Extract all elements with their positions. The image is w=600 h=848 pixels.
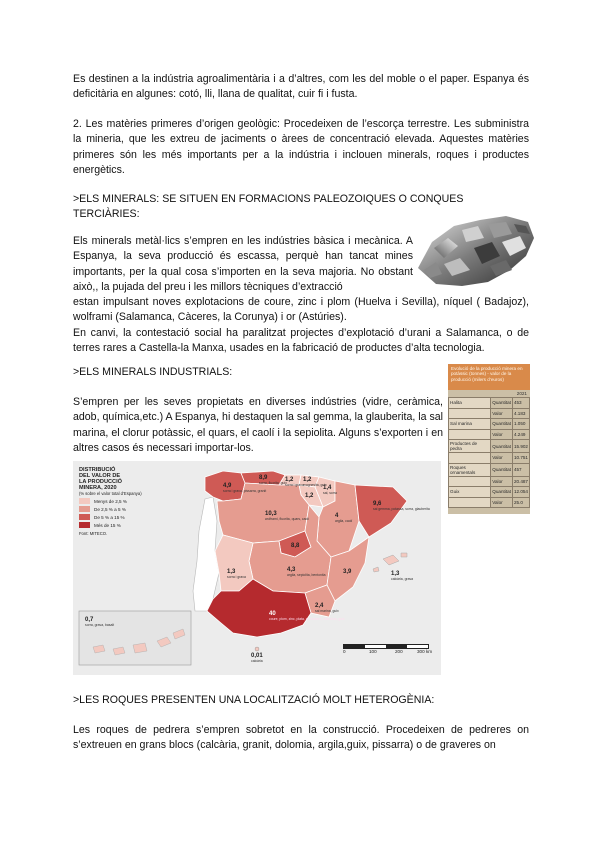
map-region-value: 4,3 <box>287 567 296 573</box>
production-table-cell <box>449 429 491 440</box>
map-title <box>79 467 169 491</box>
legend-swatch <box>79 522 90 528</box>
legend-item <box>79 506 169 512</box>
production-table-cell: Quantitat <box>491 398 513 409</box>
production-table-cell: 1.050 <box>512 419 529 430</box>
legend-swatch <box>79 506 90 512</box>
legend-swatch <box>79 498 90 504</box>
production-table-cell: 12.054 <box>512 487 529 498</box>
paragraph-agroalimentaria: Es destinen a la indústria agroalimentària i a d’altres, com les del moble o el paper. Espanya és deficitària en algunes: cotó, lli, llana de qualitat, cuir fi i fusta. <box>73 73 529 101</box>
production-table-cell <box>449 408 491 419</box>
map-scale-label: 0 <box>343 649 346 654</box>
map-region-note: wolframi, fluorita, quars, caolí <box>265 517 310 521</box>
map-title-line: DEL VALOR DE <box>79 473 121 479</box>
production-table-cell: 15.902 <box>512 440 529 453</box>
production-table-cell: Valor <box>491 453 513 464</box>
production-table-row <box>449 440 530 453</box>
map-region-value: 8,8 <box>291 543 300 549</box>
production-table-row <box>449 429 530 440</box>
production-table-row <box>449 487 530 498</box>
map-region-note: sal gemma, potassa, sorra, glauberita <box>373 507 430 511</box>
legend-item <box>79 514 169 520</box>
map-scale-label: 100 <box>369 649 377 654</box>
legend-label: Menys de 2,5 % <box>94 498 127 504</box>
production-table-cell: Valor <box>491 497 513 508</box>
production-table-cell: Roques ornamentals <box>449 463 491 476</box>
production-table-title: Evolució de la producció minera en potàssic (tonnes) - valor de la producció (milers d’euros) <box>448 364 530 390</box>
region-extremadura <box>215 535 253 591</box>
map-region-value: 0,7 <box>85 617 94 623</box>
paragraph-contestacio-social: En canvi, la contestació social ha paralitzat projectes d’explotació d’urani a Salamanca, o de terres rares a Castella-la Manxa, usades en la fabricació de productes d’alta tecnologia. <box>73 327 529 355</box>
map-region-note: sal marina, guix <box>315 609 339 613</box>
map-region-value: 1,2 <box>305 493 314 499</box>
production-table-cell: 10.751 <box>512 453 529 464</box>
production-table-cell: 457 <box>512 463 529 476</box>
paragraph-origen-geologic: 2. Les matèries primeres d’origen geològic: Procedeixen de l’escorça terrestre. Les subministra la mineria, que les extreu de jaciments o àrees de concentració elevada. Aquestes matèries primeres són les més importants per a la indústria i inclouen minerals, roques i productes energètics. <box>73 118 529 177</box>
map-region-note: sorra, grava, basalt <box>85 623 115 627</box>
map-region-value: 9,6 <box>373 501 382 507</box>
production-table-cell: Sal marina <box>449 419 491 430</box>
production-table-cell: 20.487 <box>512 476 529 487</box>
production-table-row <box>449 398 530 409</box>
production-table-cell: Quantitat <box>491 487 513 498</box>
map-title-line: MINERA, 2020 <box>79 485 117 491</box>
production-table-cell: Quantitat <box>491 463 513 476</box>
heading-minerals: >ELS MINERALS: SE SITUEN EN FORMACIONS PALEOZOIQUES O CONQUES TERCIÀRIES: <box>73 193 464 221</box>
map-region-value: 1,2 <box>303 477 312 483</box>
map-scale-label: 300 km <box>417 649 433 654</box>
map-region-note: sorra i grava <box>227 575 246 579</box>
map-region-value: 2,4 <box>315 603 324 609</box>
map-source: Font: MITECO. <box>79 531 108 536</box>
map-region-value: 1,2 <box>285 477 294 483</box>
region-balears-menorca <box>401 553 407 557</box>
production-table-cell: Guix <box>449 487 491 498</box>
map-region-note: sal, sorra <box>323 491 337 495</box>
map-region-value: 1,4 <box>323 485 332 491</box>
map-region-value: 4,9 <box>223 483 232 489</box>
map-region-value: 4 <box>335 513 339 519</box>
map-region-value: 1,3 <box>391 571 400 577</box>
map-region-note: calcària, grava <box>391 577 414 581</box>
canaries-island <box>133 643 147 653</box>
map-region-note: sorra, fluorita, guix <box>259 481 287 485</box>
production-table-row <box>449 408 530 419</box>
production-table-year: 2021 <box>516 391 527 396</box>
spain-mining-map <box>73 461 441 675</box>
map-subtitle: (% sobre el valor total d’Espanya) <box>79 491 142 496</box>
production-table <box>448 397 530 508</box>
production-table-cell: Valor <box>491 429 513 440</box>
heading-roques: >LES ROQUES PRESENTEN UNA LOCALITZACIÓ MOLT HETEROGÈNIA: <box>73 694 435 706</box>
production-table-cell: Halita <box>449 398 491 409</box>
map-region-note: sorra i grava <box>285 483 304 487</box>
map-scale-label: 200 <box>395 649 403 654</box>
paragraph-noves-explotacions: estan impulsant noves explotacions de coure, zinc i plom (Huelva i Sevilla), níquel ( Badajoz), wolframi (Salamanca, Càceres, la Corunya) i or (Astúries). <box>73 296 529 324</box>
production-table-cell: 453 <box>512 398 529 409</box>
production-table-cell <box>449 476 491 487</box>
map-region-note: argila, caolí <box>335 519 353 523</box>
production-table-row <box>449 453 530 464</box>
map-title-line: DISTRIBUCIÓ <box>79 467 116 473</box>
production-table-cell: 4.249 <box>512 429 529 440</box>
paragraph-minerals-industrials: S’empren per les seves propietats en diverses indústries (vidre, ceràmica, adob, química,etc.) A Espanya, hi destaquen la sal gemma, la glauberita, la sal marina, el clorur potàssic, el quars, el caolí i la sepiolita. Alguns s’exporten i en altres casos és necessari importar-los. <box>73 396 443 455</box>
production-table-row <box>449 497 530 508</box>
production-table-cell <box>449 497 491 508</box>
legend-label: De 2,5 % a 5 % <box>94 506 126 512</box>
production-table-row <box>449 463 530 476</box>
production-table-row <box>449 419 530 430</box>
production-table-cell: Valor <box>491 476 513 487</box>
paragraph-minerals-metallics: Els minerals metàl·lics s’empren en les indústries bàsica i mecànica. A Espanya, la seva producció és escassa, perquè han tancat mines importants, per la qual cosa s’importen en la seva majoria. No obstant això,, la pujada del preu i les millors tècniques d’extracció <box>73 235 413 294</box>
heading-minerals-industrials: >ELS MINERALS INDUSTRIALS: <box>73 366 233 378</box>
map-legend-rows <box>79 498 169 528</box>
production-table-cell: Quantitat <box>491 440 513 453</box>
production-table-cell: 25.0 <box>512 497 529 508</box>
map-region-note: sorra i grava, pissarra, granit <box>223 489 267 493</box>
map-region-note: coure, plom, zinc, plata, or, marbre, celestina, guix <box>269 617 345 621</box>
production-table-row <box>449 476 530 487</box>
paragraph-roques-pedrera: Les roques de pedrera s’empren sobretot en la construcció. Procedeixen de pedreres on s’extreuen en grans blocs (calcària, granit, dolomia, argila,guix, pissarra) o de graveres on <box>73 724 529 752</box>
legend-label: Més de 15 % <box>94 522 121 528</box>
region-ceuta <box>255 647 259 651</box>
map-region-value: 40 <box>269 611 276 617</box>
production-table-photo <box>448 364 530 514</box>
map-region-value: 1,3 <box>227 569 236 575</box>
map-region-note: calcària <box>251 659 263 663</box>
production-table-cell: Productes de pedra <box>449 440 491 453</box>
map-region-value: 3,9 <box>343 569 352 575</box>
map-region-note: magnesita, guix <box>303 483 327 487</box>
map-region-value: 0,01 <box>251 653 263 659</box>
production-table-cell: 4.183 <box>512 408 529 419</box>
legend-item <box>79 522 169 528</box>
production-table-cell: Valor <box>491 408 513 419</box>
legend-item <box>79 498 169 504</box>
legend-label: De 5 % a 15 % <box>94 514 125 520</box>
map-legend <box>79 467 169 585</box>
mineral-photo <box>414 212 536 290</box>
canaries-inset <box>79 611 191 665</box>
map-region-note: argila, sepiolita, bentonita <box>287 573 326 577</box>
map-region-value: 8,9 <box>259 475 268 481</box>
map-title-line: LA PRODUCCIÓ <box>79 479 122 485</box>
production-table-cell: Quantitat <box>491 419 513 430</box>
legend-swatch <box>79 514 90 520</box>
production-table-cell <box>449 453 491 464</box>
map-region-value: 10,3 <box>265 511 277 517</box>
